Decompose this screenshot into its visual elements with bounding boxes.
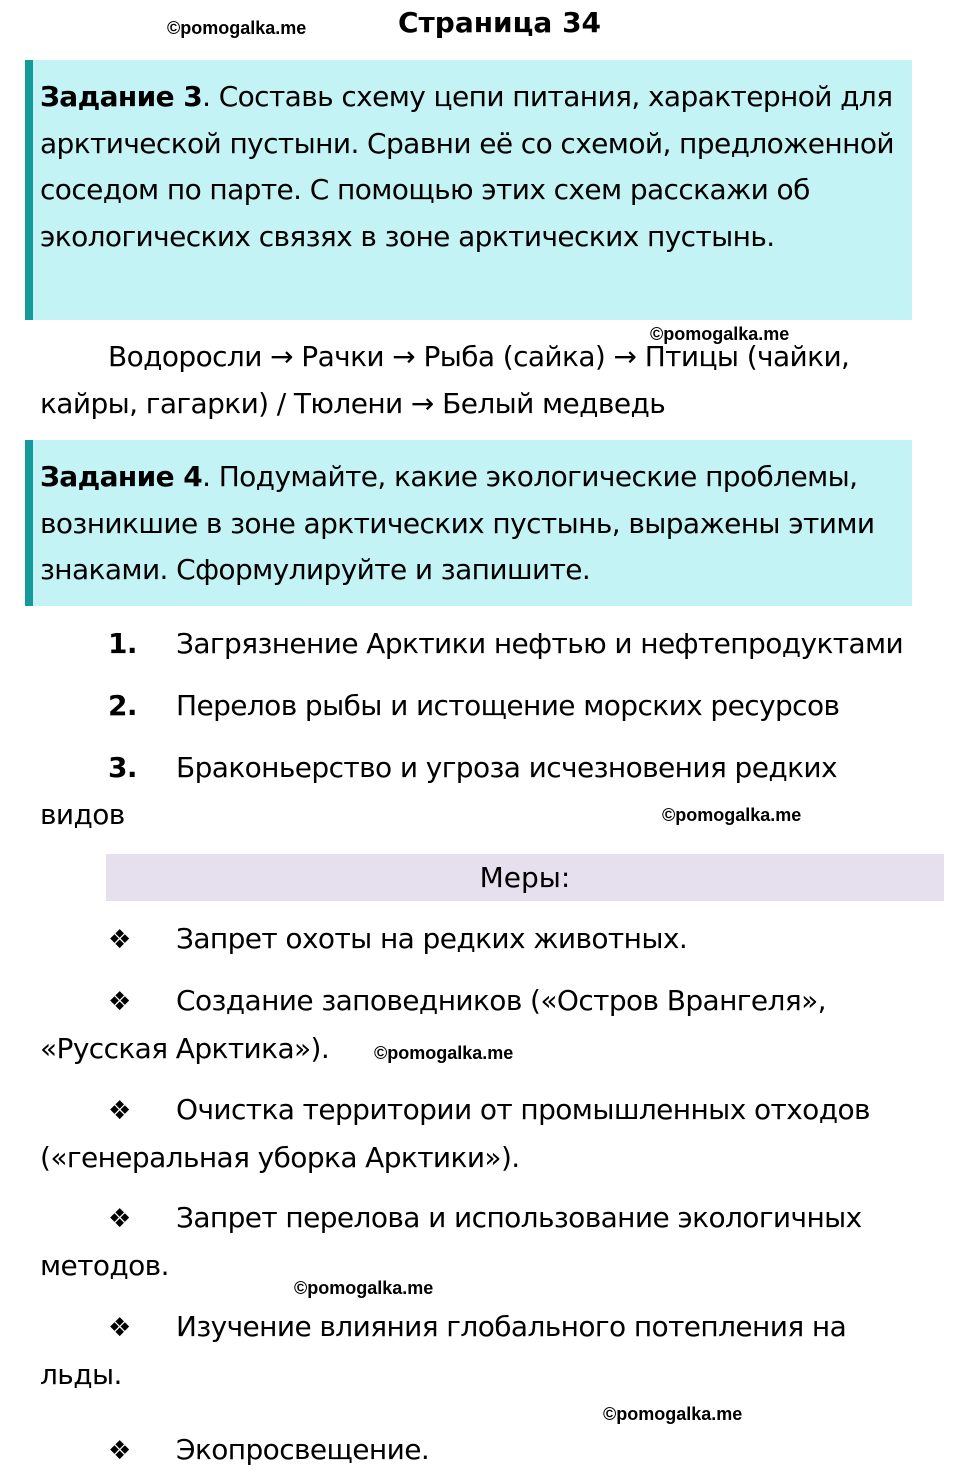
watermark-2: ©pomogalka.me — [650, 324, 790, 344]
page-title: Страница 34 — [398, 6, 602, 39]
problem-text: Перелов рыбы и истощение морских ресурсов — [176, 689, 840, 722]
diamond-bullet-icon: ❖ — [108, 1096, 131, 1126]
diamond-bullet-icon: ❖ — [108, 1436, 131, 1466]
task4-text — [40, 454, 912, 594]
food-chain: Водоросли → Рачки → Рыба (сайка) → Птицы (чайки, кайры, гагарки) / Тюлени → Белый медведь — [40, 340, 850, 420]
watermark-6: ©pomogalka.me — [603, 1404, 743, 1424]
task4-label: Задание 4 — [40, 460, 203, 493]
measures-header: Меры: — [106, 854, 944, 901]
diamond-bullet-icon: ❖ — [108, 925, 131, 955]
task3-text — [40, 74, 912, 260]
problem-text: Браконьерство и угроза исчезновения редких видов — [40, 751, 837, 831]
measure-text: Изучение влияния глобального потепления на льды. — [40, 1310, 847, 1391]
watermark-top: ©pomogalka.me — [167, 18, 307, 38]
watermark-4: ©pomogalka.me — [374, 1043, 514, 1063]
problem-item-2 — [40, 683, 920, 730]
task3-label: Задание 3 — [40, 80, 203, 113]
measure-item-4 — [40, 1195, 920, 1289]
task4-body: . Подумайте, какие экологические проблемы, возникшие в зоне арктических пустынь, выражены этими знаками. Сформулируйте и запишите. — [40, 460, 875, 586]
task3-box — [25, 60, 912, 320]
measure-text: Запрет перелова и использование экологичных методов. — [40, 1201, 862, 1282]
diamond-bullet-icon: ❖ — [108, 987, 131, 1017]
problem-number: 2. — [108, 689, 137, 722]
measure-text: Очистка территории от промышленных отходов («генеральная уборка Арктики»). — [40, 1093, 870, 1174]
watermark-3: ©pomogalka.me — [662, 805, 802, 825]
measure-text: Создание заповедников («Остров Врангеля», «Русская Арктика»). — [40, 984, 826, 1065]
measure-item-6 — [40, 1427, 920, 1475]
measure-item-5 — [40, 1304, 920, 1398]
problem-number: 3. — [108, 751, 137, 784]
measure-item-3 — [40, 1087, 920, 1181]
task3-body: . Составь схему цепи питания, характерной для арктической пустыни. Сравни её со схемой, предложенной соседом по парте. С помощью этих схем расскажи об экологических связях в зоне арктических пустынь. — [40, 80, 894, 253]
measure-item-1 — [40, 916, 920, 964]
diamond-bullet-icon: ❖ — [108, 1313, 131, 1343]
task4-box — [25, 440, 912, 606]
measure-text: Запрет охоты на редких животных. — [176, 922, 688, 955]
problem-text: Загрязнение Арктики нефтью и нефтепродуктами — [176, 627, 904, 660]
diamond-bullet-icon: ❖ — [108, 1204, 131, 1234]
watermark-5: ©pomogalka.me — [294, 1278, 434, 1298]
problem-item-1 — [40, 621, 920, 668]
measure-text: Экопросвещение. — [176, 1433, 430, 1466]
problem-number: 1. — [108, 627, 137, 660]
